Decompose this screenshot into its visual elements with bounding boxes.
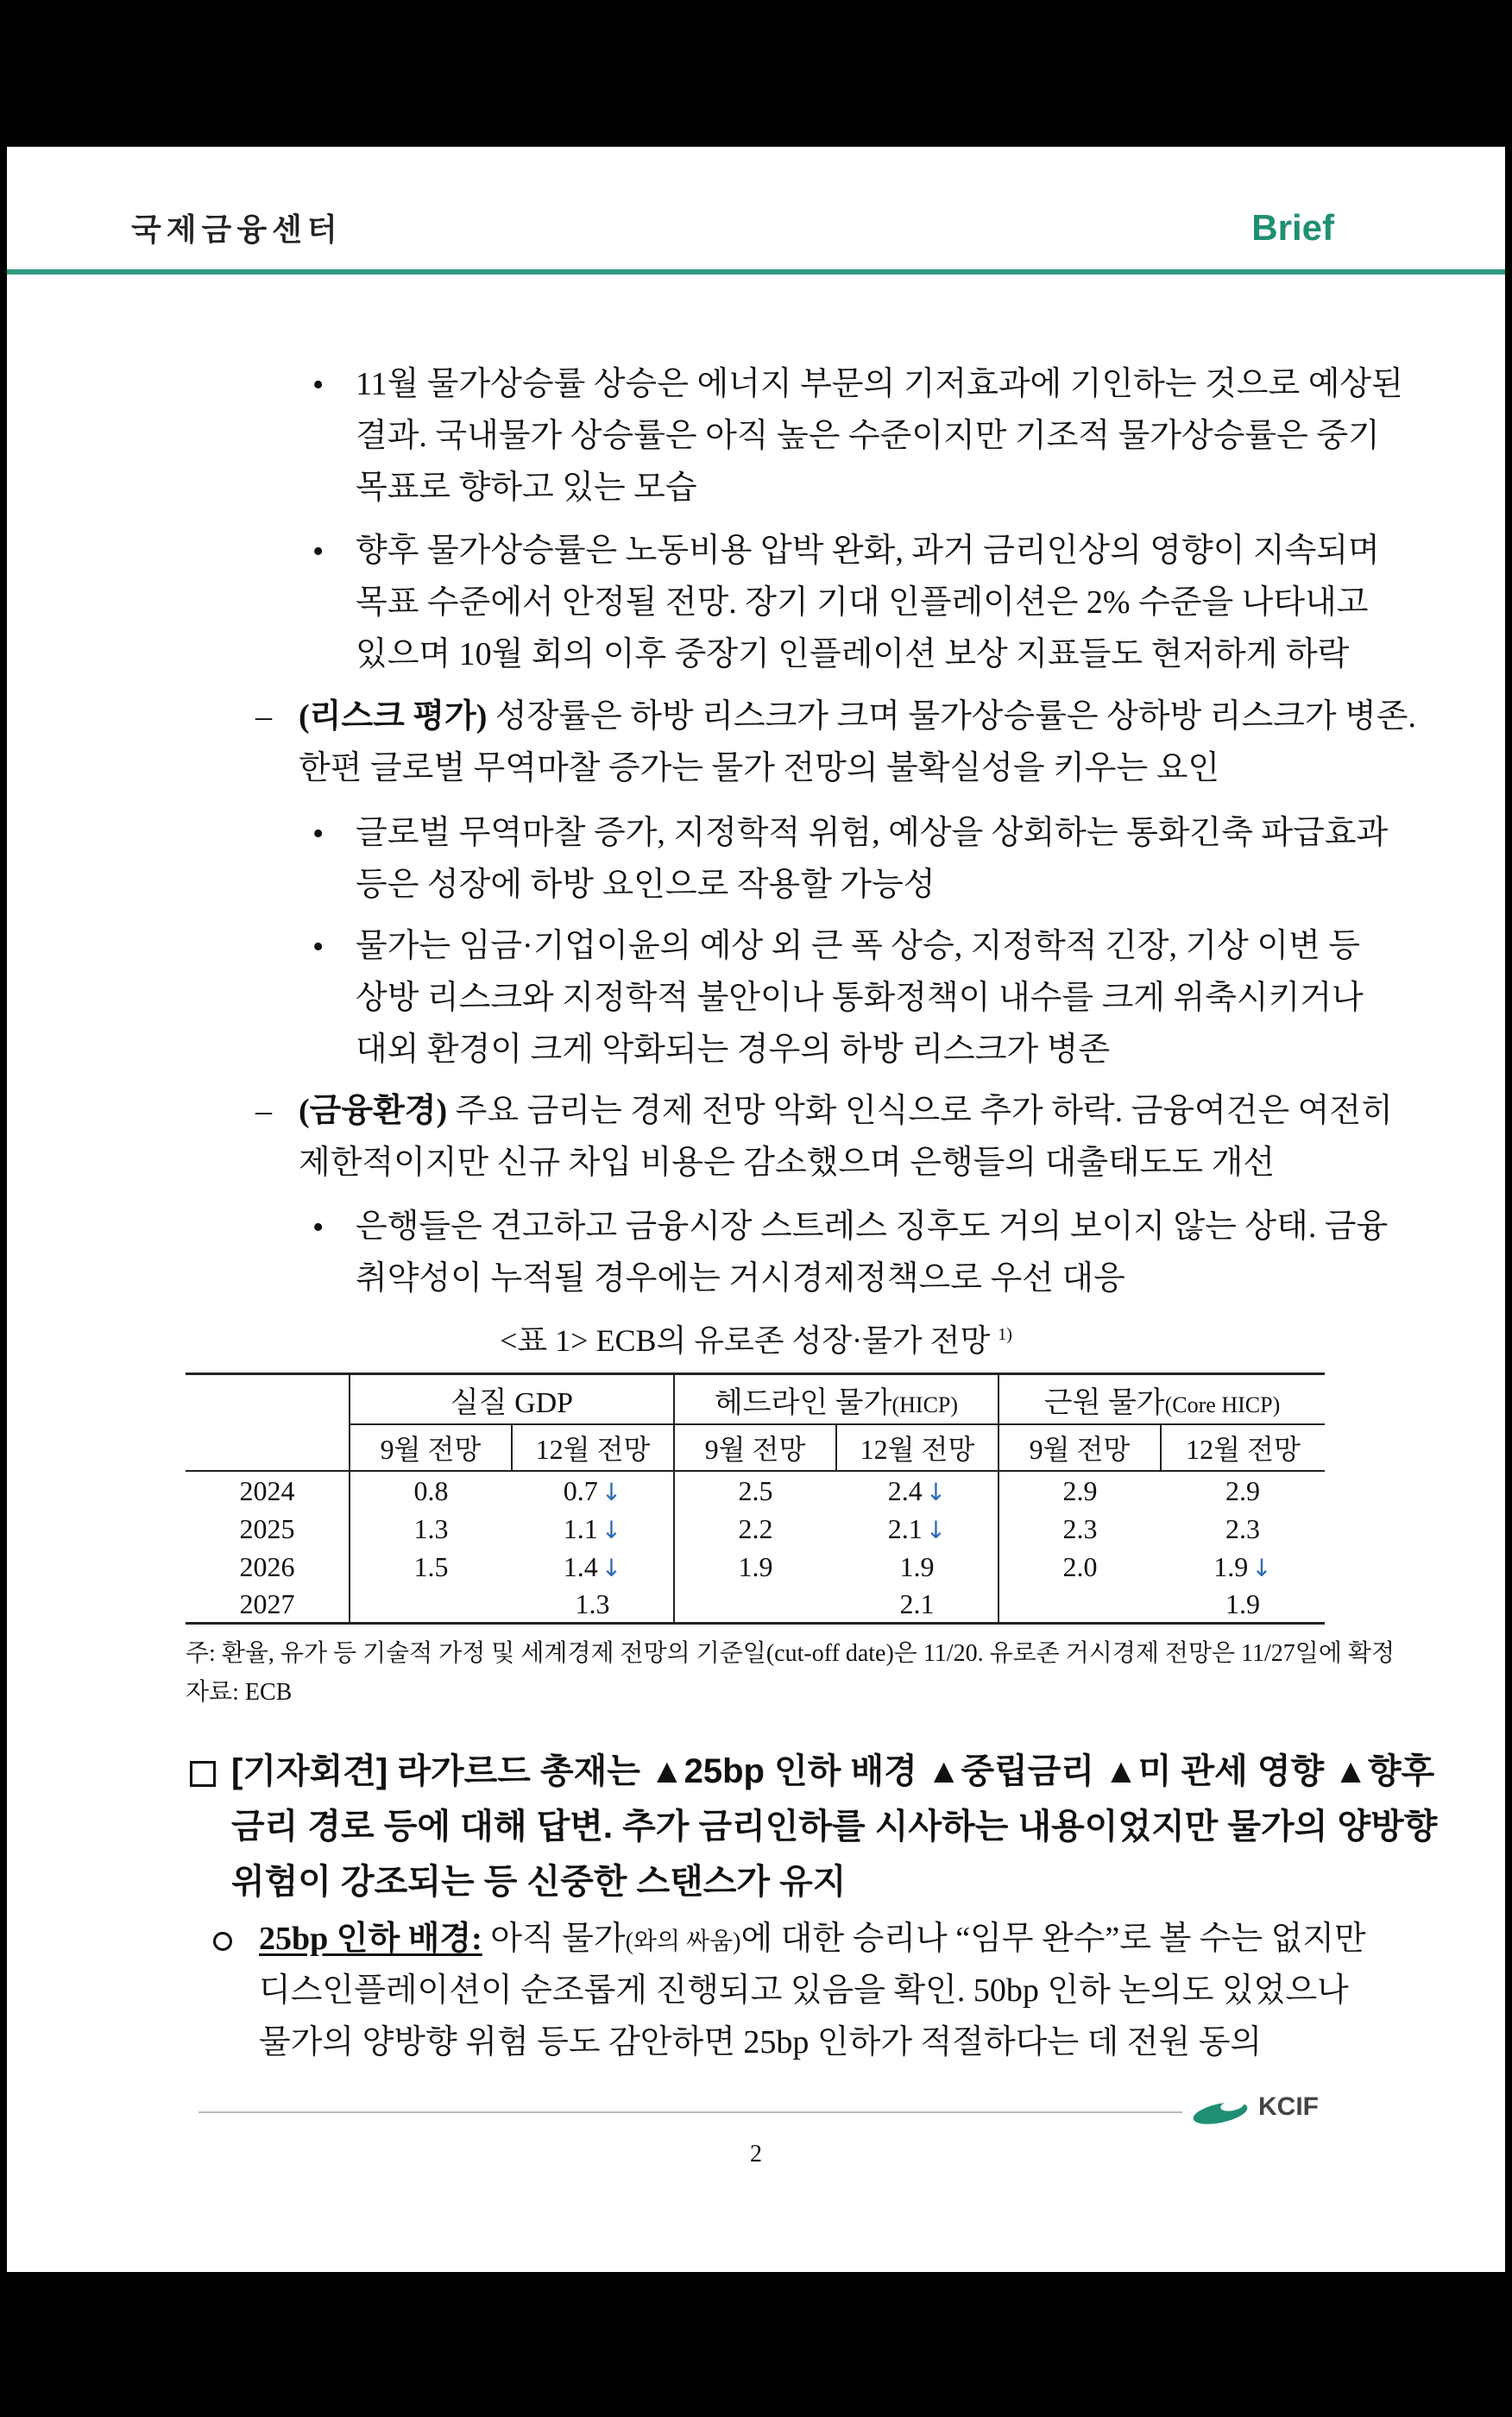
cut-label: 25bp 인하 배경: (259, 1921, 482, 1957)
header-brief-label: Brief (1251, 207, 1334, 248)
cell-value: 2.0 (1062, 1550, 1098, 1582)
group-name: 헤드라인 물가 (714, 1386, 892, 1419)
text-line: 디스인플레이션이 순조롭게 진행되고 있음을 확인. 50bp 인하 논의도 있었으나 (259, 1972, 1349, 2009)
cell-value: 2.3 (1062, 1512, 1098, 1544)
bullet-paragraph (356, 1201, 1389, 1304)
circle-bullet-icon (213, 1932, 232, 1951)
ecb-forecast-table (186, 1373, 1325, 1625)
text-line: 취약성이 누적될 경우에는 거시경제정책으로 우선 대응 (356, 1260, 1125, 1297)
table-subheader: 9월 전망 (999, 1424, 1161, 1471)
dash-marker: – (255, 1093, 272, 1129)
text-line: 목표로 향하고 있는 모습 (356, 470, 697, 506)
bullet-dot: • (312, 533, 324, 570)
table-cell (512, 1586, 674, 1624)
page-number: 2 (750, 2141, 762, 2168)
table-note: 주: 환율, 유가 등 기술적 가정 및 세계경제 전망의 기준일(cut-off date)은 11/20. 유로존 거시경제 전망은 11/27일에 확정 (186, 1640, 1395, 1667)
table-cell (1161, 1548, 1325, 1586)
table-cell (999, 1586, 1161, 1624)
row-year: 2024 (239, 1474, 295, 1506)
cell-value: 2.1 (887, 1512, 923, 1544)
table-cell (674, 1548, 836, 1586)
table-cell (674, 1586, 836, 1624)
table-caption-text: <표 1> ECB의 유로존 성장·물가 전망 (500, 1323, 991, 1358)
table-subheader: 12월 전망 (1161, 1424, 1325, 1471)
text-line: 대외 환경이 크게 악화되는 경우의 하방 리스크가 병존 (356, 1032, 1111, 1068)
down-arrow-icon: ↓ (1251, 1553, 1272, 1582)
text-line: 에 대한 승리나 “임무 완수”로 볼 수는 없지만 (740, 1921, 1366, 1957)
table-group-header (350, 1374, 674, 1425)
table-caption (0, 1316, 1512, 1360)
table-subheader: 12월 전망 (836, 1424, 999, 1471)
cell-value: 1.9 (899, 1550, 935, 1582)
row-year: 2026 (239, 1550, 295, 1582)
table-cell (512, 1471, 674, 1510)
down-arrow-icon: ↓ (925, 1477, 947, 1506)
table-cell (350, 1586, 512, 1624)
bullet-paragraph (356, 358, 1403, 514)
finance-paragraph (299, 1085, 1393, 1189)
text-line: 글로벌 무역마찰 증가, 지정학적 위험, 예상을 상회하는 통화긴축 파급효과 (356, 815, 1389, 851)
group-name: 실질 GDP (450, 1386, 574, 1419)
table-cell (512, 1510, 674, 1548)
risk-label: (리스크 평가) (299, 698, 488, 735)
bullet-paragraph (356, 525, 1380, 680)
text-line-small: (와의 싸움) (625, 1928, 741, 1955)
risk-paragraph (299, 691, 1416, 794)
text-line: 아직 물가 (482, 1921, 626, 1957)
table-cell (999, 1548, 1161, 1586)
text-line: 향후 물가상승률은 노동비용 압박 완화, 과거 금리인상의 영향이 지속되며 (356, 533, 1380, 569)
table-subheader: 12월 전망 (512, 1424, 674, 1471)
table-cell (674, 1510, 836, 1548)
row-year: 2027 (186, 1586, 350, 1624)
text-line: 은행들은 견고하고 금융시장 스트레스 징후도 거의 보이지 않는 상태. 금융 (356, 1208, 1389, 1245)
bullet-dot: • (312, 367, 324, 403)
table-cell (350, 1471, 512, 1510)
footer-rule (198, 2111, 1182, 2113)
bullet-dot: • (312, 1209, 324, 1246)
table-cell (836, 1548, 999, 1586)
table-cell (350, 1548, 512, 1586)
table-cell (999, 1510, 1161, 1548)
kcif-logo-icon (1191, 2096, 1251, 2125)
table-row (186, 1510, 1325, 1548)
text-line: 등은 성장에 하방 요인으로 작용할 가능성 (356, 867, 936, 903)
group-name: 근원 물가 (1043, 1386, 1165, 1419)
text-line: 성장률은 하방 리스크가 크며 물가상승률은 상하방 리스크가 병존. (487, 698, 1416, 735)
text-line: 11월 물가상승률 상승은 에너지 부문의 기저효과에 기인하는 것으로 예상된 (356, 366, 1403, 402)
table-subheader: 9월 전망 (350, 1424, 512, 1471)
table-cell (1161, 1586, 1325, 1624)
table-subheader: 9월 전망 (674, 1424, 836, 1471)
table-cell (836, 1510, 999, 1548)
dash-marker: – (255, 698, 272, 735)
bullet-paragraph (356, 807, 1389, 911)
text-line: 제한적이지만 신규 차입 비용은 감소했으며 은행들의 대출태도도 개선 (299, 1145, 1276, 1181)
row-year: 2025 (239, 1512, 295, 1544)
table-cell (1161, 1471, 1325, 1510)
text-line: 물가의 양방향 위험 등도 감안하면 25bp 인하가 적절하다는 데 전원 동의 (259, 2024, 1263, 2060)
cell-value: 1.9 (738, 1550, 773, 1582)
table-group-header (999, 1374, 1325, 1425)
table-row (186, 1548, 1325, 1586)
cell-value: 2.3 (1225, 1512, 1260, 1544)
down-arrow-icon: ↓ (925, 1515, 947, 1544)
table-cell (999, 1471, 1161, 1510)
cell-value: 1.3 (575, 1587, 610, 1619)
text-line: 목표 수준에서 안정될 전망. 장기 기대 인플레이션은 2% 수준을 나타내고 (356, 584, 1369, 621)
group-suffix: (HICP) (891, 1392, 959, 1417)
down-arrow-icon: ↓ (601, 1553, 622, 1582)
cut-paragraph (259, 1913, 1366, 2068)
table-cell (512, 1548, 674, 1586)
press-conference-heading (231, 1744, 1437, 1909)
footer-brand: KCIF (1258, 2092, 1319, 2121)
text-line: [기자회견] 라가르드 총재는 ▲25bp 인하 배경 ▲중립금리 ▲미 관세 영향 ▲향후 (231, 1752, 1435, 1790)
table-cell (836, 1586, 999, 1624)
header-org-title: 국제금융센터 (131, 211, 343, 247)
table-corner (186, 1424, 350, 1471)
text-line: 있으며 10월 회의 이후 중장기 인플레이션 보상 지표들도 현저하게 하락 (356, 636, 1350, 672)
down-arrow-icon: ↓ (601, 1515, 622, 1544)
bullet-dot: • (312, 816, 324, 852)
cell-value: 1.3 (413, 1512, 449, 1544)
cell-value: 1.4 (563, 1550, 598, 1582)
finance-label: (금융환경) (299, 1093, 448, 1129)
down-arrow-icon: ↓ (601, 1477, 622, 1506)
table-cell (674, 1471, 836, 1510)
table-corner (186, 1374, 350, 1425)
bullet-dot: • (312, 929, 324, 965)
cell-value: 2.2 (738, 1512, 773, 1544)
text-line: 상방 리스크와 지정학적 불안이나 통화정책이 내수를 크게 위축시키거나 (356, 980, 1364, 1016)
group-suffix: (Core HICP) (1164, 1392, 1281, 1417)
table-row (186, 1471, 1325, 1510)
text-line: 주요 금리는 경제 전망 악화 인식으로 추가 하락. 금융여건은 여전히 (447, 1093, 1393, 1129)
table-source: 자료: ECB (186, 1679, 293, 1706)
text-line: 결과. 국내물가 상승률은 아직 높은 수준이지만 기조적 물가상승률은 중기 (356, 418, 1380, 454)
cell-value: 0.8 (413, 1474, 449, 1506)
cell-value: 2.5 (738, 1474, 773, 1506)
cell-value: 1.1 (563, 1512, 598, 1544)
cell-value: 2.4 (887, 1474, 923, 1506)
text-line: 물가는 임금·기업이윤의 예상 외 큰 폭 상승, 지정학적 긴장, 기상 이변 등 (356, 928, 1360, 964)
table-row (186, 1586, 1325, 1624)
text-line: 위험이 강조되는 등 신중한 스탠스가 유지 (231, 1863, 847, 1901)
header-rule (7, 269, 1505, 275)
cell-value: 0.7 (563, 1474, 598, 1506)
table-caption-footnote: 1) (998, 1325, 1012, 1344)
text-line: 한편 글로벌 무역마찰 증가는 물가 전망의 불확실성을 키우는 요인 (299, 750, 1220, 786)
text-line: 금리 경로 등에 대해 답변. 추가 금리인하를 시사하는 내용이었지만 물가의 양방향 (231, 1808, 1438, 1846)
cell-value: 2.9 (1225, 1474, 1260, 1506)
table-cell (350, 1510, 512, 1548)
checkbox-square-icon (190, 1761, 216, 1787)
table-cell (836, 1471, 999, 1510)
table-cell (1161, 1510, 1325, 1548)
cell-value: 1.5 (413, 1550, 449, 1582)
cell-value: 2.1 (899, 1587, 935, 1619)
cell-value: 1.9 (1213, 1550, 1249, 1582)
cell-value: 1.9 (1225, 1587, 1260, 1619)
bullet-paragraph (356, 920, 1364, 1076)
cell-value: 2.9 (1062, 1474, 1098, 1506)
table-group-header (674, 1374, 999, 1425)
